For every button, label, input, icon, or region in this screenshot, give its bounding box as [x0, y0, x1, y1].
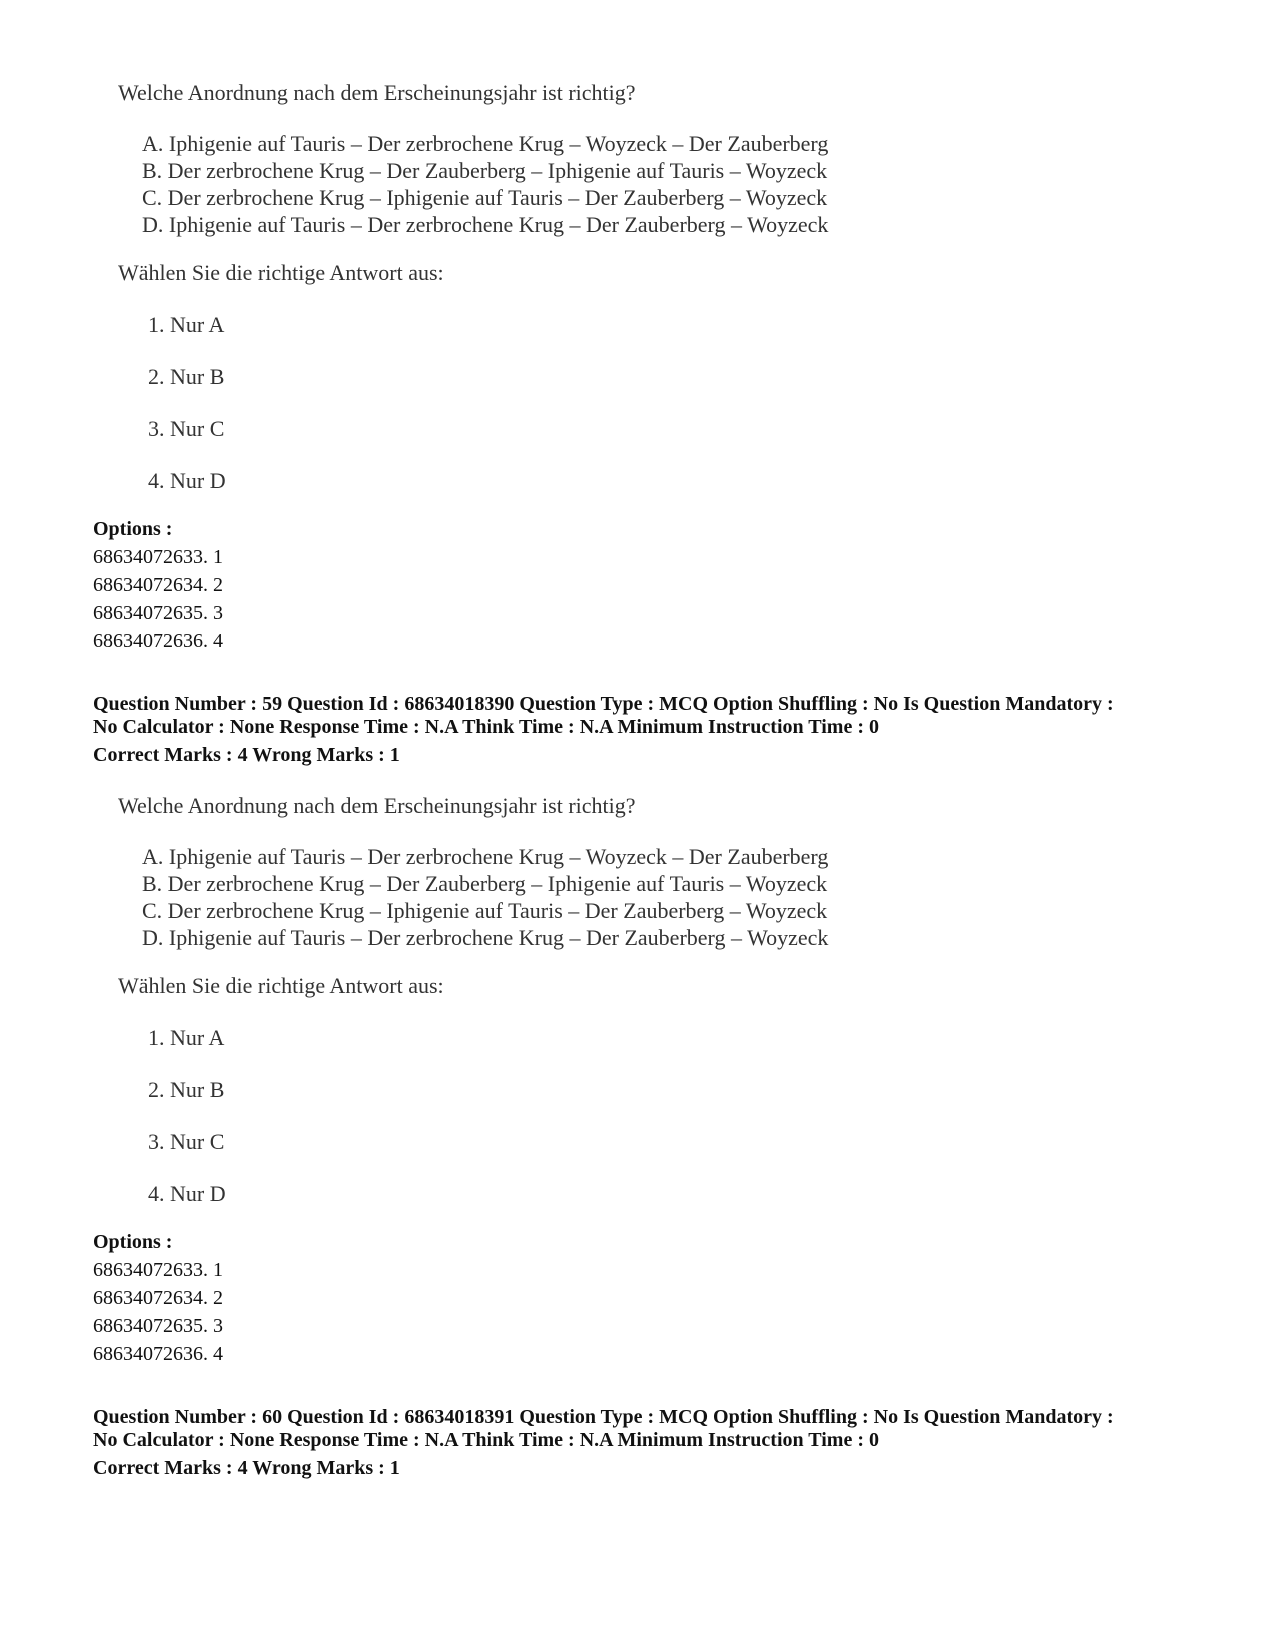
arrangement-a: A. Iphigenie auf Tauris – Der zerbrochene Krug – Woyzeck – Der Zauberberg	[142, 131, 829, 156]
question-meta-line-2: No Calculator : None Response Time : N.A Think Time : N.A Minimum Instruction Time : 0	[93, 1429, 879, 1451]
choice-3: 3. Nur C	[148, 1129, 225, 1154]
arrangement-b: B. Der zerbrochene Krug – Der Zauberberg – Iphigenie auf Tauris – Woyzeck	[142, 158, 828, 183]
options-label: Options :	[93, 1231, 173, 1253]
answer-prompt: Wählen Sie die richtige Antwort aus:	[118, 260, 444, 285]
option-line: 68634072634. 2	[93, 574, 223, 596]
question-meta-line-1: Question Number : 59 Question Id : 68634018390 Question Type : MCQ Option Shuffling : No Is Question Mandatory :	[93, 693, 1114, 715]
arrangement-a: A. Iphigenie auf Tauris – Der zerbrochene Krug – Woyzeck – Der Zauberberg	[142, 844, 829, 869]
question-marks: Correct Marks : 4 Wrong Marks : 1	[93, 1457, 400, 1479]
choice-2: 2. Nur B	[148, 364, 225, 389]
question-stem: Welche Anordnung nach dem Erscheinungsjahr ist richtig?	[118, 793, 636, 818]
question-marks: Correct Marks : 4 Wrong Marks : 1	[93, 744, 400, 766]
option-line: 68634072635. 3	[93, 602, 223, 624]
option-line: 68634072633. 1	[93, 546, 223, 568]
question-stem: Welche Anordnung nach dem Erscheinungsjahr ist richtig?	[118, 80, 636, 105]
choice-4: 4. Nur D	[148, 468, 226, 493]
question-meta-line-2: No Calculator : None Response Time : N.A Think Time : N.A Minimum Instruction Time : 0	[93, 716, 879, 738]
choice-1: 1. Nur A	[148, 312, 225, 337]
arrangement-d: D. Iphigenie auf Tauris – Der zerbrochene Krug – Der Zauberberg – Woyzeck	[142, 212, 829, 237]
options-label: Options :	[93, 518, 173, 540]
answer-prompt: Wählen Sie die richtige Antwort aus:	[118, 973, 444, 998]
choice-2: 2. Nur B	[148, 1077, 225, 1102]
option-line: 68634072636. 4	[93, 630, 223, 652]
arrangement-d: D. Iphigenie auf Tauris – Der zerbrochene Krug – Der Zauberberg – Woyzeck	[142, 925, 829, 950]
option-line: 68634072633. 1	[93, 1259, 223, 1281]
choice-3: 3. Nur C	[148, 416, 225, 441]
choice-4: 4. Nur D	[148, 1181, 226, 1206]
arrangement-c: C. Der zerbrochene Krug – Iphigenie auf Tauris – Der Zauberberg – Woyzeck	[142, 185, 828, 210]
option-line: 68634072634. 2	[93, 1287, 223, 1309]
option-line: 68634072635. 3	[93, 1315, 223, 1337]
question-meta-line-1: Question Number : 60 Question Id : 68634018391 Question Type : MCQ Option Shuffling : No Is Question Mandatory :	[93, 1406, 1114, 1428]
choice-1: 1. Nur A	[148, 1025, 225, 1050]
option-line: 68634072636. 4	[93, 1343, 223, 1365]
arrangement-c: C. Der zerbrochene Krug – Iphigenie auf Tauris – Der Zauberberg – Woyzeck	[142, 898, 828, 923]
arrangement-b: B. Der zerbrochene Krug – Der Zauberberg – Iphigenie auf Tauris – Woyzeck	[142, 871, 828, 896]
